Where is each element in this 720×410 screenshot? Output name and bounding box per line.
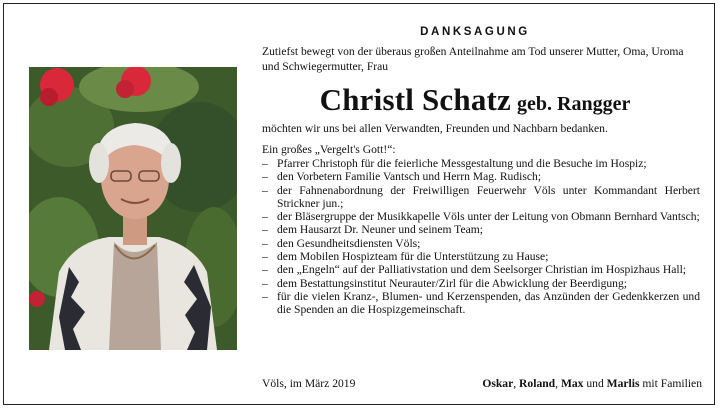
list-item: – Pfarrer Christoph für die feierliche Messgestaltung und die Besuche im Hospiz;	[262, 157, 647, 170]
list-item: – den Vorbetern Familie Vantsch und Herrn Mag. Rudisch;	[262, 170, 542, 184]
list-dash: –	[262, 170, 268, 184]
list-dash: –	[262, 210, 268, 224]
list-item: – für die vielen Kranz-, Blumen- und Kerzenspenden, das Anzünden der Gedenkkerzen und die Spenden an die Hospizgemeinschaft.	[262, 289, 700, 317]
signatory-name: Roland	[519, 377, 556, 390]
list-dash: –	[262, 263, 268, 277]
maiden-name: geb. Rangger	[517, 93, 631, 115]
heading-danksagung: DANKSAGUNG	[420, 26, 530, 38]
list-dash: –	[262, 250, 268, 264]
deceased-full-name: Christl Schatz	[319, 82, 512, 117]
list-dash: –	[262, 276, 268, 290]
thanks-text: möchten wir uns bei allen Verwandten, Freunden und Nachbarn bedanken.	[262, 122, 608, 135]
place-date: Völs, im März 2019	[262, 377, 356, 390]
portrait-illustration	[29, 67, 237, 350]
obituary-card	[3, 3, 715, 405]
list-item: – dem Bestattungsinstitut Neurauter/Zirl für die Abwicklung der Beerdigung;	[262, 276, 627, 290]
signatory-name: Max	[560, 377, 584, 390]
list-dash: –	[262, 289, 268, 303]
list-item: – der Bläsergruppe der Musikkapelle Völs unter der Leitung von Obmann Bernhard Vantsch;	[262, 210, 700, 224]
list-item: – der Fahnenabordnung der Freiwilligen Feuerwehr Völs unter Kommandant Herbert Strickner jun.;	[262, 183, 700, 210]
vergelts-gott-line: Ein großes „Vergelt's Gott!“:	[262, 143, 396, 156]
list-item: – dem Mobilen Hospizteam für die Unterstützung zu Hause;	[262, 250, 549, 264]
list-item: – den Gesundheitsdiensten Völs;	[262, 236, 421, 250]
signatory-name: Oskar	[482, 377, 514, 390]
thanks-list	[262, 157, 700, 317]
list-item: – dem Hausarzt Dr. Neuner und seinem Team;	[262, 223, 483, 237]
deceased-name	[244, 82, 706, 118]
signatory-name: Marlis	[606, 377, 640, 390]
list-dash: –	[262, 236, 268, 250]
signatories: Oskar, Roland, Max und Marlis mit Familien	[482, 377, 702, 390]
portrait-photo	[29, 67, 237, 350]
list-dash: –	[262, 223, 268, 237]
list-dash: –	[262, 157, 268, 170]
list-dash: –	[262, 183, 268, 197]
list-item: – den „Engeln“ auf der Palliativstation und dem Seelsorger Christian im Hospizhaus Hall;	[262, 263, 687, 277]
intro-text: Zutiefst bewegt von der überaus großen Anteilnahme am Tod unserer Mutter, Oma, Uroma und Schwiegermutter, Frau	[262, 45, 684, 73]
